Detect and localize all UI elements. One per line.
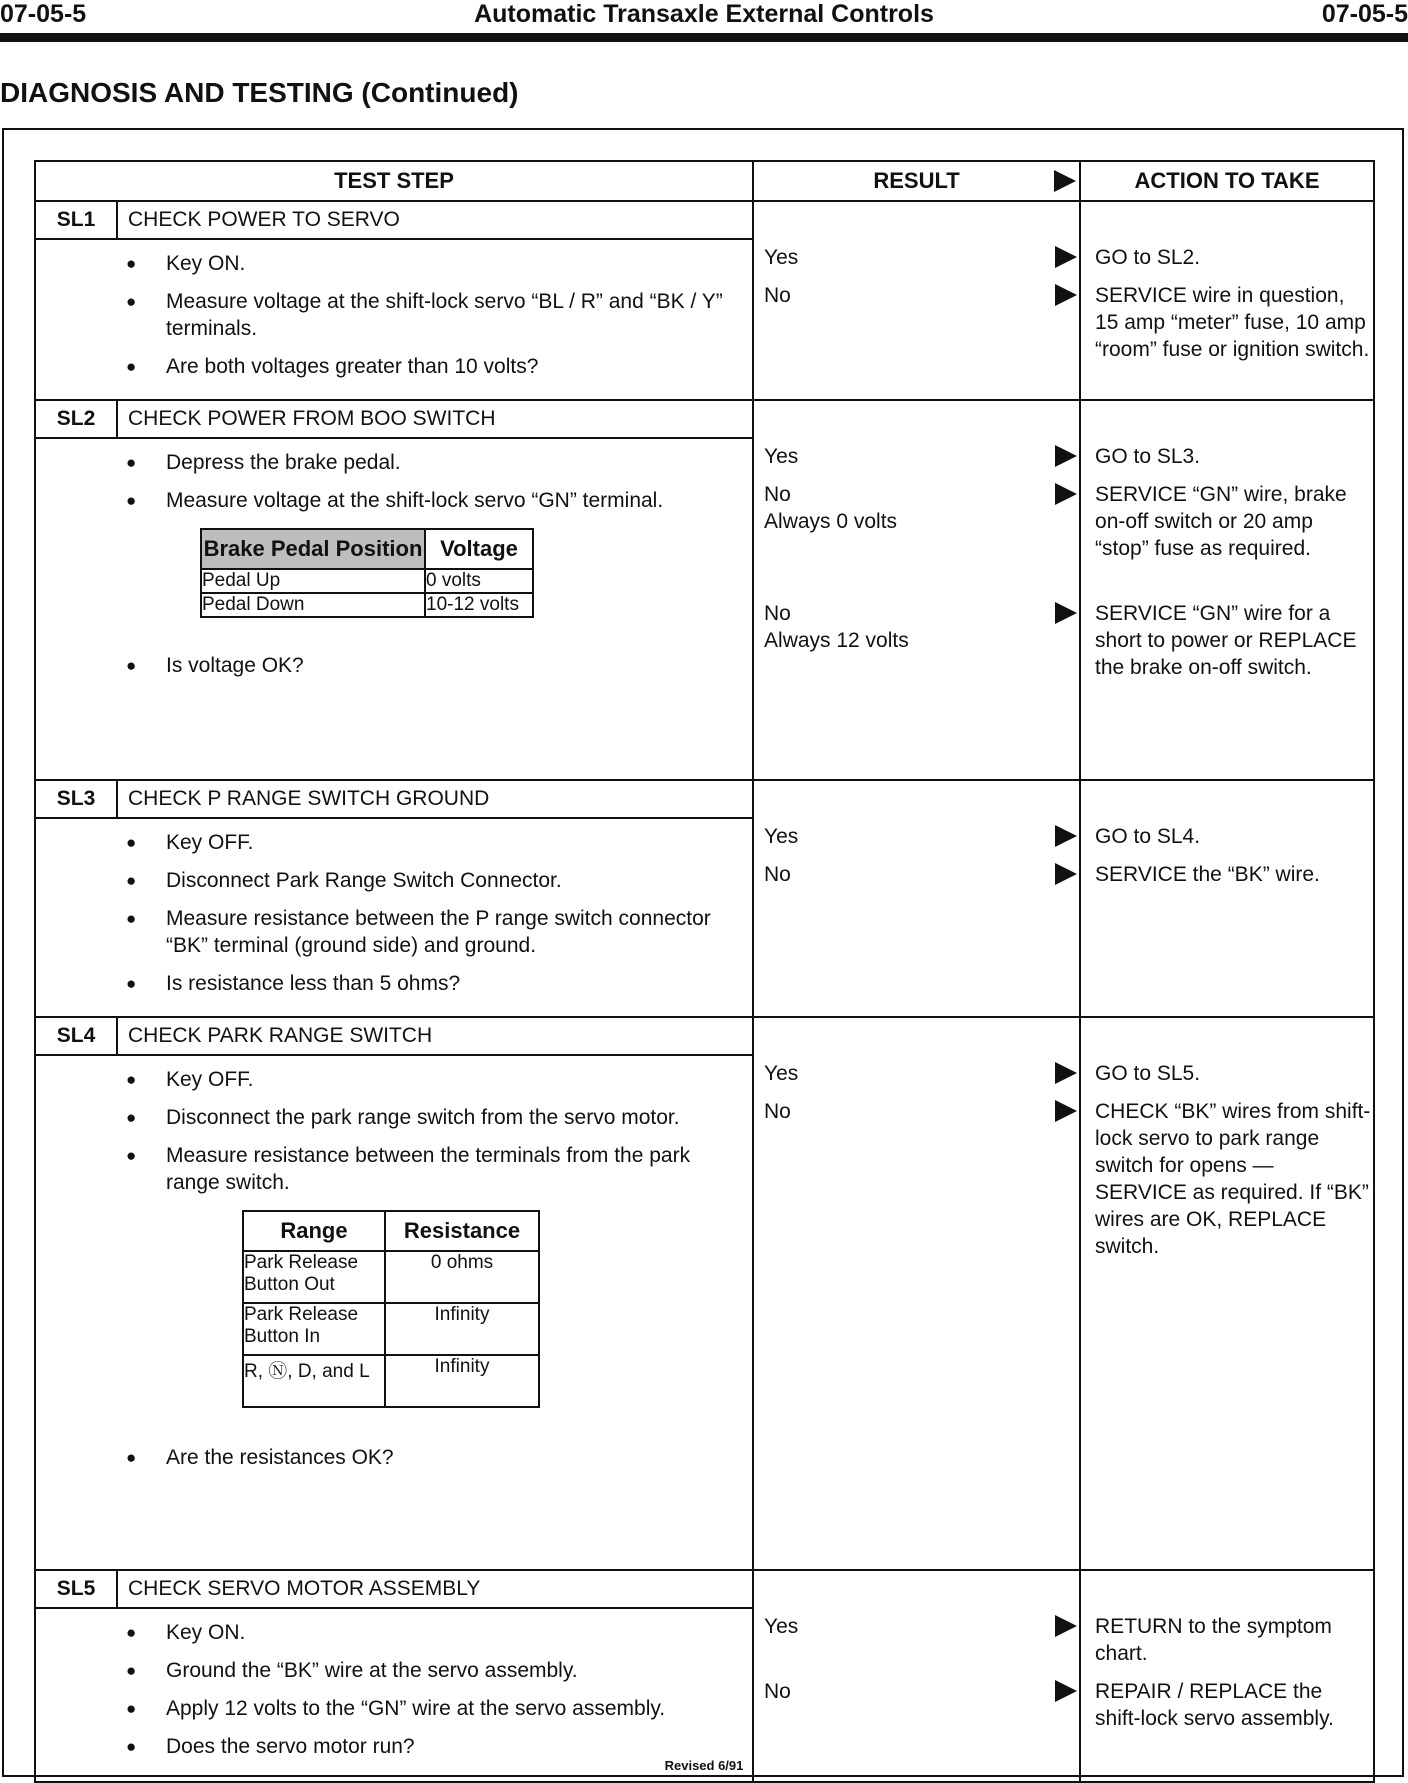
step-id: SL3 [35,780,117,818]
step-action [1080,780,1374,1017]
page-code-right: 07-05-5 [1321,0,1408,28]
result-text: Yes [764,1615,799,1638]
result-text: No Always 12 volts [764,602,909,652]
action-text: GO to SL2. [1095,246,1201,269]
step-item: ● Are both voltages greater than 10 volts? [36,353,734,380]
step-body [35,239,753,400]
step-title: CHECK SERVO MOTOR ASSEMBLY [117,1570,753,1608]
arrow-icon [1055,602,1077,624]
action-text: RETURN to the symptom chart. [1095,1615,1332,1665]
sub-cell: Park Release Button Out [243,1251,385,1303]
arrow-icon [1055,1100,1077,1122]
result-text: Yes [764,1062,799,1085]
result-row [764,861,1077,888]
result-text: No [764,284,791,307]
step-id: SL2 [35,400,117,438]
sub-cell: R, Ⓝ, D, and L [243,1355,385,1407]
step-body [35,438,753,780]
result-row [764,1098,1077,1125]
action-text: SERVICE the “BK” wire. [1095,863,1320,886]
result-row [764,600,1077,654]
arrow-icon [1055,863,1077,885]
step-title: CHECK PARK RANGE SWITCH [117,1017,753,1055]
step-sl2-title-row [35,400,1374,438]
action-text: REPAIR / REPLACE the shift-lock servo assembly. [1095,1680,1334,1730]
range-resistance-table [242,1210,540,1408]
step-action [1080,1017,1374,1570]
action-text: SERVICE wire in question, 15 amp “meter” fuse, 10 amp “room” fuse or ignition switch. [1095,284,1370,361]
action-text: CHECK “BK” wires from shift-lock servo to park range switch for opens — SERVICE as required. If “BK” wires are OK, REPLACE switch. [1095,1100,1371,1258]
header-rule [0,33,1408,42]
step-result [753,780,1080,1017]
arrow-icon [1054,170,1076,192]
action-text: GO to SL4. [1095,825,1201,848]
step-item: ● Disconnect the park range switch from the servo motor. [36,1104,734,1131]
step-item: ● Key ON. [36,1619,734,1646]
step-item: ● Measure voltage at the shift-lock servo “GN” terminal. [36,487,734,514]
page-header [0,0,1408,30]
step-title: CHECK P RANGE SWITCH GROUND [117,780,753,818]
section-title: DIAGNOSIS AND TESTING (Continued) [0,77,519,108]
step-item: ● Measure resistance between the P range switch connector “BK” terminal (ground side) and ground. [36,905,734,959]
sub-cell: Park Release Button In [243,1303,385,1355]
result-row [764,1613,1077,1640]
col-header-result [753,161,1080,201]
sub-cell: 0 volts [425,569,533,593]
arrow-icon [1055,284,1077,306]
step-action [1080,1570,1374,1782]
result-text: No [764,1680,791,1703]
sub-cell: Infinity [385,1355,539,1407]
action-text: GO to SL3. [1095,445,1201,468]
step-item: ● Measure resistance between the terminals from the park range switch. [36,1142,734,1196]
arrow-icon [1055,1615,1077,1637]
step-result [753,1570,1080,1782]
step-item: ● Apply 12 volts to the “GN” wire at the servo assembly. [36,1695,734,1722]
result-text: No [764,1100,791,1123]
sub-cell: Pedal Down [201,593,425,617]
arrow-icon [1055,825,1077,847]
step-item: ● Measure voltage at the shift-lock servo “BL / R” and “BK / Y” terminals. [36,288,734,342]
step-id: SL5 [35,1570,117,1608]
step-title: CHECK POWER TO SERVO [117,201,753,239]
revision-footer: Revised 6/91 [664,1758,744,1773]
result-text: Yes [764,246,799,269]
sub-header: Range [243,1211,385,1251]
step-title: CHECK POWER FROM BOO SWITCH [117,400,753,438]
arrow-icon [1055,445,1077,467]
arrow-icon [1055,483,1077,505]
result-row [764,282,1077,309]
sub-header: Resistance [385,1211,539,1251]
arrow-icon [1055,1062,1077,1084]
col-header-test-step: TEST STEP [35,161,753,201]
step-item: ● Does the servo motor run? [36,1733,734,1760]
result-row [764,1678,1077,1705]
action-text: SERVICE “GN” wire for a short to power or REPLACE the brake on-off switch. [1095,602,1357,679]
step-result [753,400,1080,780]
col-header-action: ACTION TO TAKE [1080,161,1374,201]
arrow-icon [1055,246,1077,268]
sub-cell: Pedal Up [201,569,425,593]
sub-cell: Infinity [385,1303,539,1355]
result-text: No Always 0 volts [764,483,898,533]
result-row [764,443,1077,470]
result-text: Yes [764,445,799,468]
step-item: ● Key OFF. [36,1066,734,1093]
step-item: ● Is resistance less than 5 ohms? [36,970,734,997]
step-action [1080,201,1374,400]
step-item: ● Are the resistances OK? [36,1444,734,1471]
step-sl5-title-row [35,1570,1374,1608]
step-item: ● Key ON. [36,250,734,277]
step-item: ● Depress the brake pedal. [36,449,734,476]
page-header-title: Automatic Transaxle External Controls [474,0,934,28]
result-text: No [764,863,791,886]
step-item: ● Ground the “BK” wire at the servo assembly. [36,1657,734,1684]
result-row [764,823,1077,850]
sub-cell: 0 ohms [385,1251,539,1303]
step-body [35,1608,753,1782]
step-sl4-title-row [35,1017,1374,1055]
step-id: SL4 [35,1017,117,1055]
sub-header: Brake Pedal Position [201,529,425,569]
step-item: ● Is voltage OK? [36,652,734,679]
step-id: SL1 [35,201,117,239]
step-result [753,1017,1080,1570]
step-sl3-title-row [35,780,1374,818]
result-row [764,481,1077,535]
result-row [764,244,1077,271]
sub-header: Voltage [425,529,533,569]
step-body [35,1055,753,1570]
diagnosis-table [34,160,1375,1783]
result-text: Yes [764,825,799,848]
sub-cell: 10-12 volts [425,593,533,617]
step-item: ● Key OFF. [36,829,734,856]
arrow-icon [1055,1680,1077,1702]
action-text: GO to SL5. [1095,1062,1201,1085]
step-result [753,201,1080,400]
page-code-left: 07-05-5 [0,0,87,28]
result-row [764,1060,1077,1087]
col-header-result-label: RESULT [873,168,960,193]
action-text: SERVICE “GN” wire, brake on-off switch or 20 amp “stop” fuse as required. [1095,483,1347,560]
step-item: ● Disconnect Park Range Switch Connector. [36,867,734,894]
step-action [1080,400,1374,780]
brake-voltage-table [200,528,534,618]
step-body [35,818,753,1017]
step-sl1-title-row [35,201,1374,239]
